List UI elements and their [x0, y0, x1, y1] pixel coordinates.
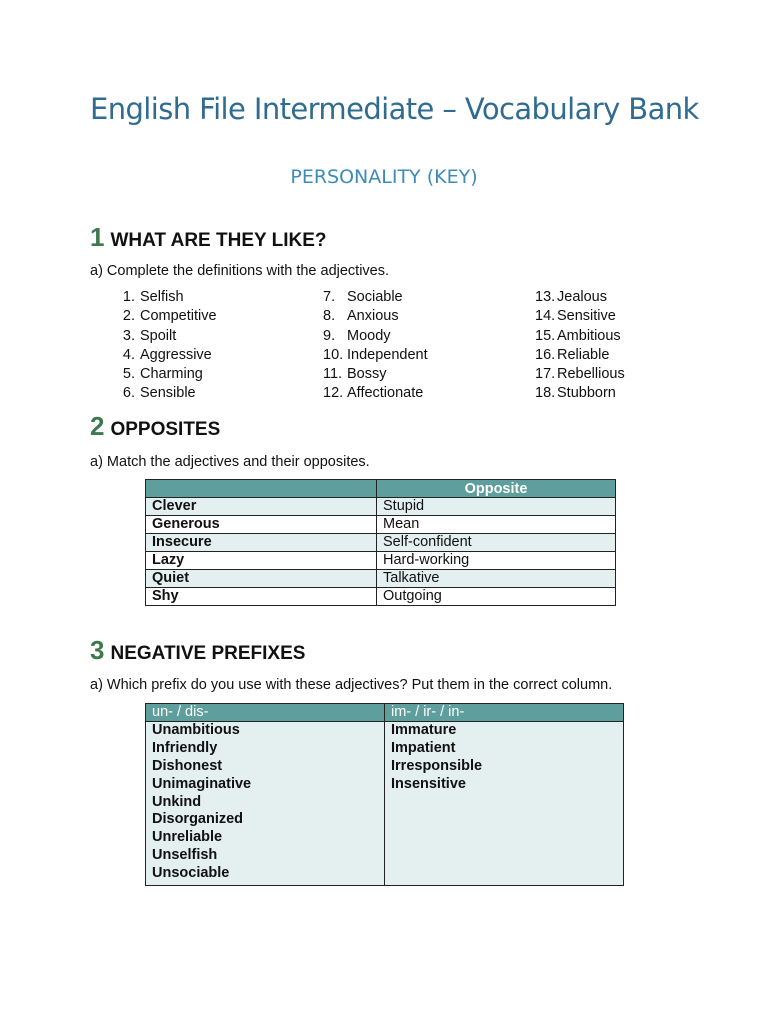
table-row [146, 534, 616, 552]
list-item: 11. Bossy [323, 366, 387, 383]
list-item: Dishonest [152, 757, 223, 774]
section-title: NEGATIVE PREFIXES [110, 643, 306, 664]
table-row [146, 498, 616, 516]
table-header-row [146, 480, 616, 498]
table-header-row [146, 704, 624, 722]
list-item: 16. Reliable [535, 346, 610, 363]
section-number: 1 [90, 222, 105, 252]
opposite-cell: Outgoing [377, 588, 616, 606]
opposite-cell: Stupid [377, 498, 616, 516]
page-subtitle: PERSONALITY (KEY) [290, 166, 478, 188]
table-row [146, 552, 616, 570]
list-item: 18. Stubborn [535, 385, 616, 402]
list-item: 15. Ambitious [535, 327, 621, 344]
section-number: 2 [90, 411, 105, 441]
list-item: Impatient [391, 739, 456, 756]
table-header-cell: im- / ir- / in- [385, 704, 624, 722]
adjective-list-column-2 [323, 289, 428, 405]
list-item: 7. Sociable [323, 289, 403, 305]
table-header-cell [146, 480, 377, 498]
list-item: Unsociable [152, 865, 230, 882]
table-row [146, 722, 624, 886]
un-dis-column [146, 722, 385, 886]
section-1-instruction: a) Complete the definitions with the adjectives. [90, 263, 390, 279]
list-item: Disorganized [152, 811, 244, 828]
list-item: 1. Selfish [122, 289, 184, 305]
table-header-cell: Opposite [377, 480, 616, 498]
list-item: Unselfish [152, 847, 218, 864]
section-number: 3 [90, 635, 105, 665]
adjective-cell: Shy [146, 588, 377, 606]
list-item: 9. Moody [323, 327, 391, 344]
page-title: English File Intermediate – Vocabulary Bank [90, 92, 699, 126]
adjective-cell: Quiet [146, 570, 377, 588]
section-2-instruction: a) Match the adjectives and their opposites. [90, 454, 370, 470]
adjective-cell: Insecure [146, 534, 377, 552]
section-3-heading [90, 635, 305, 665]
adjective-list-column-1 [111, 289, 217, 405]
list-item: 13. Jealous [535, 289, 607, 305]
opposite-cell: Talkative [377, 570, 616, 588]
list-item: Unkind [152, 793, 202, 810]
section-title: WHAT ARE THEY LIKE? [110, 230, 327, 251]
opposite-cell: Self-confident [377, 534, 616, 552]
list-item: 6. Sensible [122, 385, 196, 402]
list-item: 12. Affectionate [323, 385, 424, 402]
opposite-cell: Mean [377, 516, 616, 534]
im-ir-in-column [385, 722, 624, 886]
list-item: 4. Aggressive [122, 346, 212, 363]
list-item: 2. Competitive [122, 308, 217, 325]
list-item: Irresponsible [391, 757, 483, 774]
section-1-heading [90, 222, 327, 252]
list-item: Infriendly [152, 739, 218, 756]
section-title: OPPOSITES [110, 419, 221, 440]
adjective-cell: Lazy [146, 552, 377, 570]
adjective-cell: Generous [146, 516, 377, 534]
prefixes-table [145, 703, 624, 886]
list-item: 17. Rebellious [535, 366, 625, 383]
opposite-cell: Hard-working [377, 552, 616, 570]
adjective-cell: Clever [146, 498, 377, 516]
list-item: 10. Independent [323, 346, 428, 363]
table-row [146, 588, 616, 606]
list-item: Unambitious [152, 722, 240, 738]
list-item: Unreliable [152, 829, 223, 846]
table-row [146, 570, 616, 588]
adjective-list-column-3 [535, 289, 625, 405]
table-row [146, 516, 616, 534]
list-item: 14. Sensitive [535, 308, 616, 325]
list-item: Unimaginative [152, 775, 252, 792]
table-header-cell: un- / dis- [146, 704, 385, 722]
section-2-heading [90, 411, 220, 441]
opposites-table [145, 479, 616, 606]
list-item: Insensitive [391, 775, 466, 792]
list-item: 5. Charming [122, 366, 203, 383]
list-item: 8. Anxious [323, 308, 399, 325]
list-item: Immature [391, 722, 457, 738]
section-3-instruction: a) Which prefix do you use with these adjectives? Put them in the correct column. [90, 677, 613, 693]
list-item: 3. Spoilt [122, 327, 177, 344]
